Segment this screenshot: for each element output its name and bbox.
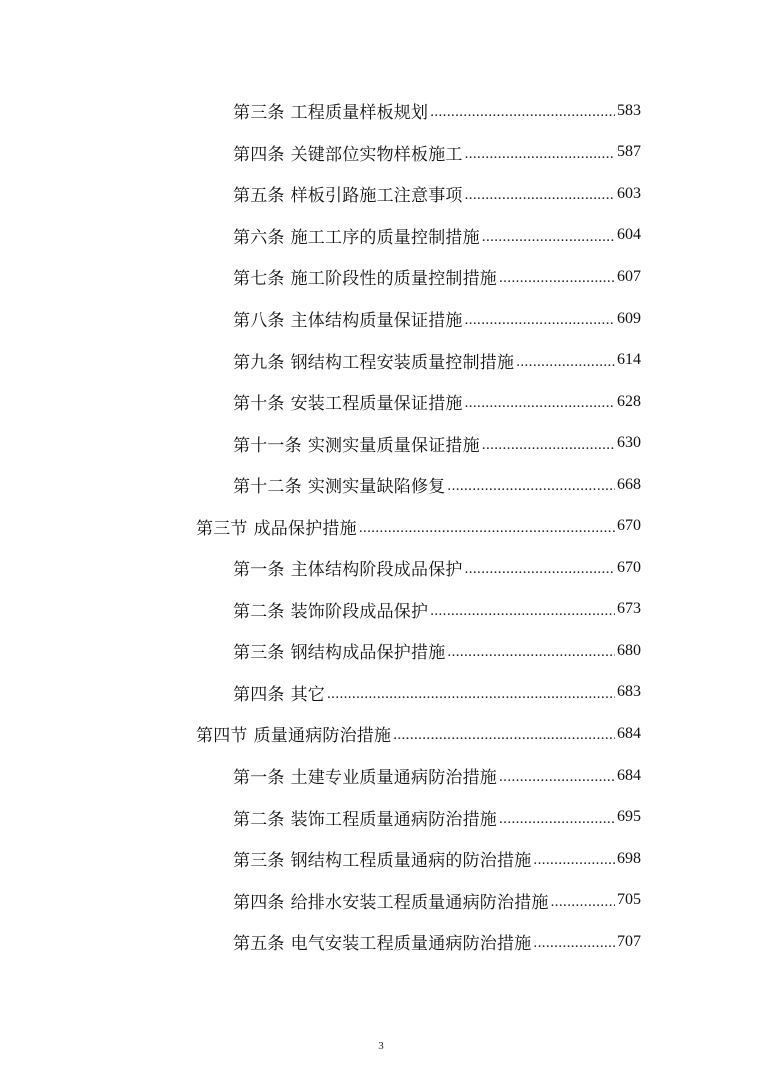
dot-leader (430, 603, 615, 620)
dot-leader (499, 811, 615, 828)
dot-leader (533, 935, 615, 952)
toc-entry-title (233, 846, 531, 871)
dot-leader (430, 104, 615, 121)
toc-entry-number: 第七条 (233, 269, 285, 290)
toc-entry-title (196, 721, 391, 746)
toc-entry-text: 关键部位实物样板施工 (290, 144, 463, 165)
toc-entry-number: 第四节 (196, 726, 248, 747)
toc-entry-text: 样板引路施工注意事项 (290, 186, 463, 207)
toc-entry-text: 施工阶段性的质量控制措施 (290, 269, 498, 290)
toc-entry-number: 第四条 (233, 684, 285, 705)
dot-leader (447, 478, 615, 495)
toc-entry[interactable] (0, 256, 762, 298)
toc-entry-number: 第五条 (233, 186, 285, 207)
toc-entry-page: 698 (617, 849, 641, 867)
toc-entry-title (233, 306, 463, 331)
toc-entry-number: 第二条 (233, 601, 285, 622)
toc-entry-title (233, 264, 497, 289)
dot-leader (465, 187, 615, 204)
toc-entry-page: 587 (617, 143, 641, 161)
toc-entry[interactable] (0, 381, 762, 423)
toc-entry-text: 成品保护措施 (253, 518, 357, 539)
toc-entry-title (233, 389, 463, 414)
toc-entry-title (233, 181, 463, 206)
dot-leader (465, 561, 615, 578)
toc-entry[interactable] (0, 838, 762, 880)
toc-entry-page: 705 (617, 891, 641, 909)
toc-entry-title (233, 929, 531, 954)
toc-section-entry[interactable] (0, 713, 762, 755)
toc-entry-text: 施工工序的质量控制措施 (290, 227, 480, 248)
toc-entry[interactable] (0, 630, 762, 672)
dot-leader (499, 769, 615, 786)
toc-entry-text: 主体结构质量保证措施 (290, 311, 463, 331)
toc-entry-number: 第十条 (233, 394, 285, 415)
toc-entry[interactable] (0, 921, 762, 963)
toc-entry-text: 钢结构成品保护措施 (290, 643, 446, 664)
toc-entry-title (196, 514, 357, 539)
toc-entry-text: 土建专业质量通病防治措施 (290, 768, 498, 789)
dot-leader (465, 312, 615, 329)
dot-leader (499, 270, 615, 287)
toc-entry-page: 668 (617, 475, 641, 493)
toc-entry-number: 第六条 (233, 227, 285, 248)
toc-entry-text: 装饰工程质量通病防治措施 (290, 809, 498, 830)
toc-entry[interactable] (0, 173, 762, 215)
toc-entry[interactable] (0, 215, 762, 257)
toc-entry-page: 683 (617, 683, 641, 701)
toc-entry-number: 第九条 (233, 352, 285, 373)
toc-entry[interactable] (0, 547, 762, 589)
toc-entry-page: 607 (617, 267, 641, 285)
toc-entry-page: 603 (617, 184, 641, 202)
toc-entry-title (233, 431, 480, 456)
toc-entry-number: 第十一条 (233, 435, 302, 456)
toc-entry-page: 630 (617, 434, 641, 452)
toc-entry[interactable] (0, 879, 762, 921)
toc-entry-number: 第一条 (233, 560, 285, 581)
toc-entry-text: 电气安装工程质量通病防治措施 (290, 934, 532, 955)
toc-entry[interactable] (0, 90, 762, 132)
toc-entry-title (233, 888, 549, 913)
toc-entry[interactable] (0, 796, 762, 838)
toc-entry[interactable] (0, 755, 762, 797)
toc-entry-page: 670 (617, 517, 641, 535)
dot-leader (465, 395, 615, 412)
toc-entry-page: 583 (617, 101, 641, 119)
toc-entry-text: 其它 (290, 684, 326, 705)
toc-entry-page: 614 (617, 351, 641, 369)
dot-leader (551, 894, 615, 911)
dot-leader (447, 644, 615, 661)
dot-leader (516, 354, 615, 371)
toc-entry-number: 第三节 (196, 518, 248, 539)
toc-entry[interactable] (0, 672, 762, 714)
toc-entry-number: 第二条 (233, 809, 285, 830)
toc-entry-text: 质量通病防治措施 (253, 726, 392, 747)
toc-section-entry[interactable] (0, 505, 762, 547)
toc-entry-text: 钢结构工程安装质量控制措施 (290, 352, 515, 373)
toc-entry-number: 第三条 (233, 103, 285, 124)
toc-entry-number: 第八条 (233, 311, 285, 331)
toc-entry-page: 670 (617, 558, 641, 576)
toc-entry[interactable] (0, 589, 762, 631)
toc-entry[interactable] (0, 422, 762, 464)
toc-entry-text: 钢结构工程质量通病的防治措施 (290, 851, 532, 872)
dot-leader (482, 437, 615, 454)
toc-entry-text: 主体结构阶段成品保护 (290, 560, 463, 581)
toc-entry-title (233, 805, 497, 830)
dot-leader (393, 727, 615, 744)
toc-entry-page: 604 (617, 226, 641, 244)
toc-entry-title (233, 223, 480, 248)
toc-entry-number: 第四条 (233, 892, 285, 913)
toc-entry-number: 第三条 (233, 851, 285, 872)
toc-entry[interactable] (0, 298, 762, 340)
toc-entry-page: 707 (617, 932, 641, 950)
toc-entry-title (233, 98, 428, 123)
page-number: 3 (378, 1040, 384, 1052)
toc-entry-page: 673 (617, 600, 641, 618)
toc-entry-number: 第一条 (233, 768, 285, 789)
toc-entry-number: 第四条 (233, 144, 285, 165)
toc-entry-text: 装饰阶段成品保护 (290, 601, 429, 622)
toc-entry-text: 给排水安装工程质量通病防治措施 (290, 892, 549, 913)
toc-entry-number: 第三条 (233, 643, 285, 664)
toc-entry-title (233, 680, 325, 705)
toc-entry-title (233, 348, 514, 373)
toc-entry-page: 628 (617, 392, 641, 410)
dot-leader (327, 686, 615, 703)
dot-leader (465, 146, 615, 163)
toc-entry-title (233, 597, 428, 622)
toc-entry[interactable] (0, 464, 762, 506)
toc-entry-title (233, 140, 463, 165)
toc-entry-title (233, 763, 497, 788)
toc-entry-text: 工程质量样板规划 (290, 103, 429, 124)
toc-entry-page: 684 (617, 724, 641, 742)
toc-entry-number: 第五条 (233, 934, 285, 955)
dot-leader (359, 520, 615, 537)
dot-leader (482, 229, 615, 246)
toc-entry-number: 第十二条 (233, 477, 302, 498)
toc-entry[interactable] (0, 132, 762, 174)
toc-entry[interactable] (0, 339, 762, 381)
dot-leader (533, 852, 615, 869)
toc-entry-page: 684 (617, 766, 641, 784)
toc-entry-text: 实测实量缺陷修复 (307, 477, 446, 498)
toc-entry-page: 680 (617, 641, 641, 659)
toc-entry-title (233, 555, 463, 580)
toc-entry-title (233, 638, 445, 663)
toc-entry-text: 安装工程质量保证措施 (290, 394, 463, 415)
toc-entry-page: 609 (617, 309, 641, 327)
toc-entry-text: 实测实量质量保证措施 (307, 435, 480, 456)
toc-entry-title (233, 472, 445, 497)
toc-entry-page: 695 (617, 808, 641, 826)
table-of-contents (0, 90, 762, 962)
